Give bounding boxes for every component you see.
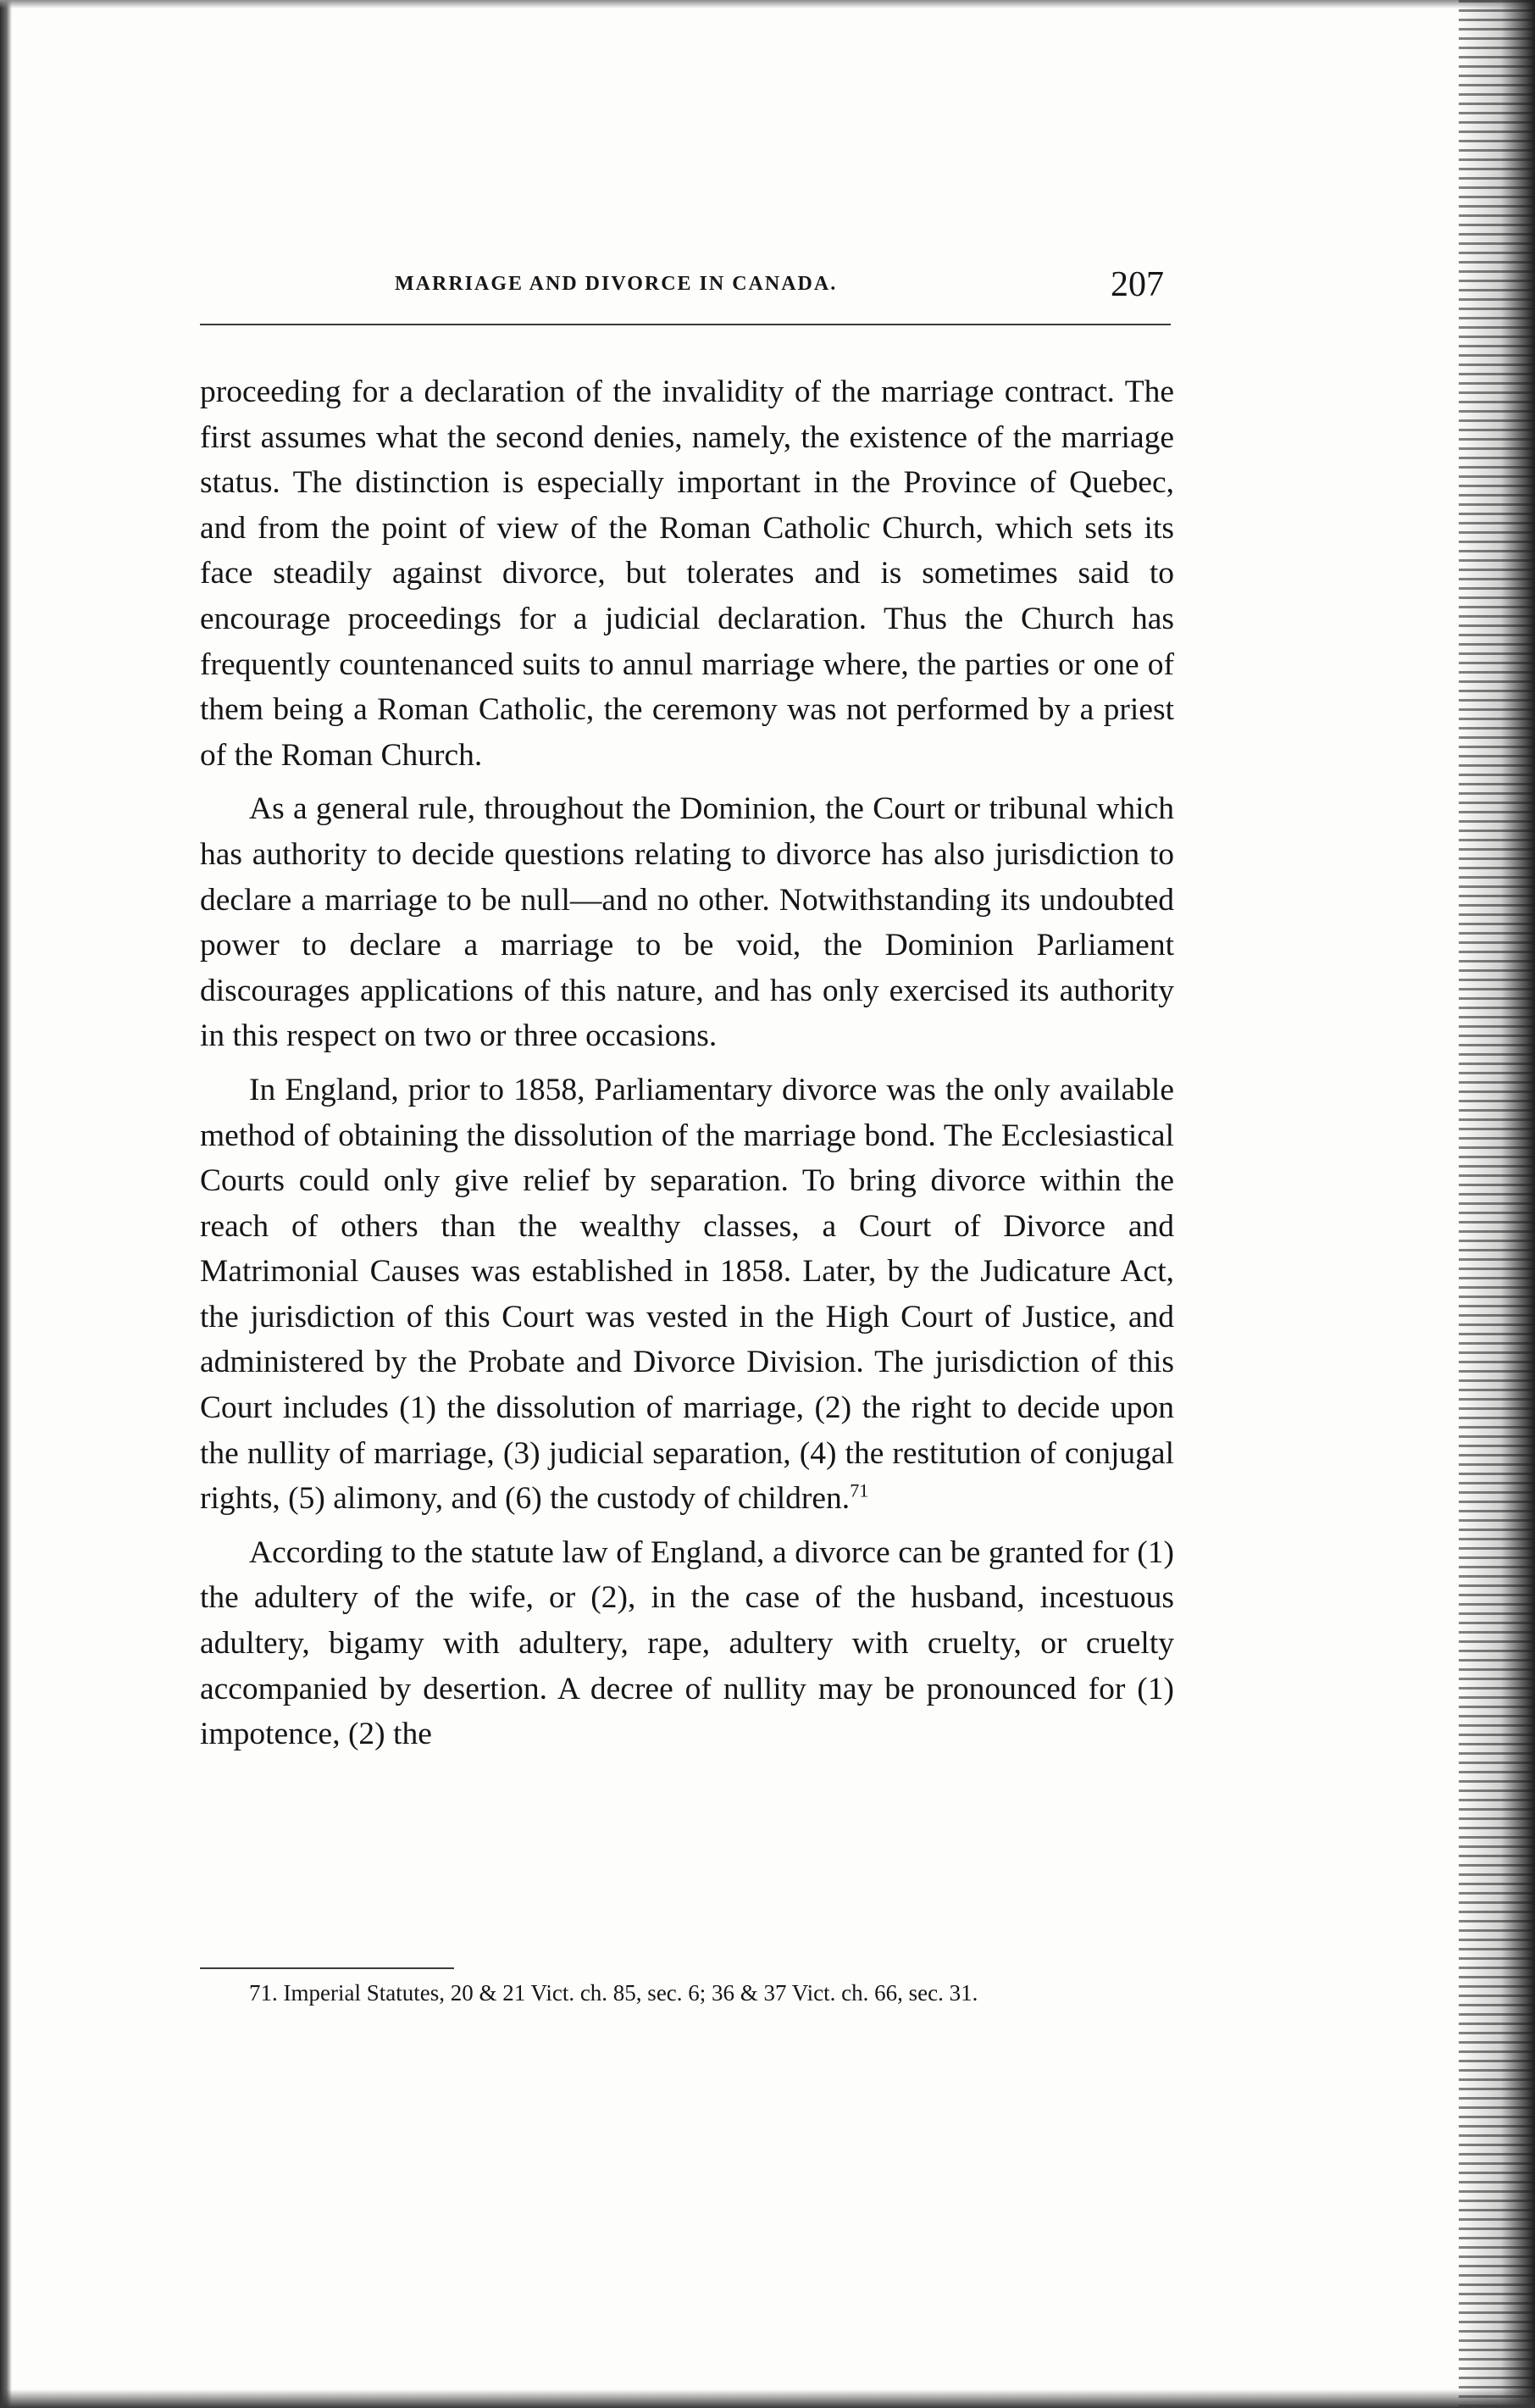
paragraph-text: According to the statute law of England, a divorce can be granted for (1) the adultery of the wife, or (2), in the case of the husband, incestuous adultery, bigamy with adultery, rape, adultery with cruelty, or cruelty accompanied by desertion. A decree of nullity may be pronounced for (1) impotence, (2) the (200, 1534, 1174, 1752)
scan-binding-edge (0, 0, 12, 2408)
paragraph-continued (200, 369, 1174, 778)
footnote (200, 1979, 1174, 2007)
paragraph (200, 1068, 1174, 1522)
running-head: MARRIAGE AND DIVORCE IN CANADA. (395, 273, 838, 295)
paragraph-text: proceeding for a declaration of the invalidity of the marriage contract. The first assumes what the second denies, namely, the existence of the marriage status. The distinction is especially important in the Province of Quebec, and from the point of view of the Roman Catholic Church, which sets its face steadily against divorce, but tolerates and is sometimes said to encourage proceedings for a judicial declaration. Thus the Church has frequently countenanced suits to annul marriage where, the parties or one of them being a Roman Catholic, the ceremony was not performed by a priest of the Roman Church. (200, 375, 1174, 773)
body-text (200, 369, 1174, 1766)
footnote-reference: 71 (850, 1479, 869, 1501)
paragraph-text: As a general rule, throughout the Dominion, the Court or tribunal which has authority to decide questions relating to divorce has also jurisdiction to declare a marriage to be null—and no other. Notwithstanding its undoubted power to declare a marriage to be void, the Dominion Parliament discourages applications of this nature, and has only exercised its authority in this respect on two or three occasions. (200, 791, 1174, 1054)
page-number: 207 (1111, 265, 1164, 304)
page-header (200, 265, 1174, 312)
footnote-rule (200, 1967, 454, 1969)
paragraph-text: In England, prior to 1858, Parliamentary divorce was the only available method of obtaining the dissolution of the marriage bond. The Ecclesiastical Courts could only give relief by separation. To bring divorce within the reach of others than the wealthy classes, a Court of Divorce and Matrimonial Causes was established in 1858. Later, by the Judicature Act, the jurisdiction of this Court was vested in the High Court of Justice, and administered by the Probate and Divorce Division. The jurisdiction of this Court includes (1) the dissolution of marriage, (2) the right to decide upon the nullity of marriage, (3) judicial separation, (4) the restitution of conjugal rights, (5) alimony, and (6) the custody of children. (200, 1072, 1174, 1517)
header-rule (200, 324, 1171, 325)
paragraph (200, 1530, 1174, 1757)
paragraph (200, 786, 1174, 1059)
scan-right-edge (1459, 0, 1535, 2408)
footnote-text: 71. Imperial Statutes, 20 & 21 Vict. ch. 85, sec. 6; 36 & 37 Vict. ch. 66, sec. 31. (249, 1980, 978, 2006)
scan-top-edge (0, 0, 1535, 8)
scan-bottom-edge (0, 2389, 1535, 2408)
